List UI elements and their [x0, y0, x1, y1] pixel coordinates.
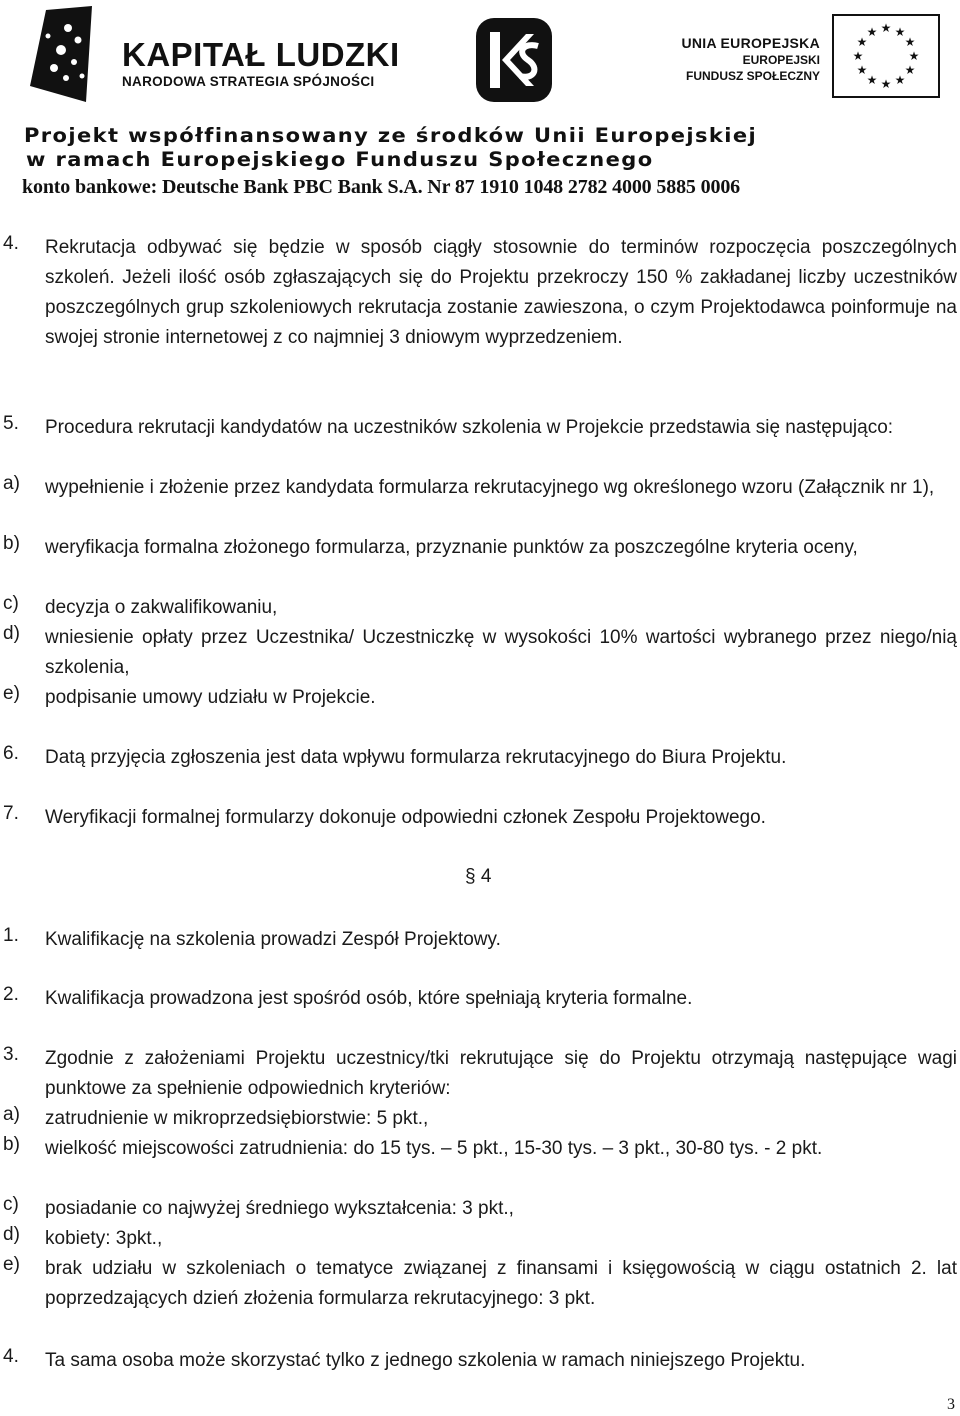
svg-text:★: ★: [856, 63, 868, 77]
item-text: Ta sama osoba może skorzystać tylko z jednego szkolenia w ramach niniejszego Projektu.: [45, 1350, 806, 1371]
item-text: posiadanie co najwyżej średniego wykształcenia: 3 pkt.,: [45, 1198, 514, 1219]
item-number: e): [3, 1254, 20, 1275]
item-text: Datą przyjęcia zgłoszenia jest data wpływu formularza rekrutacyjnego do Biura Projektu.: [45, 747, 787, 768]
item-text: weryfikacja formalna złożonego formularza, przyznanie punktów za poszczególne kryteria oceny,: [45, 537, 858, 558]
bank-account-line: konto bankowe: Deutsche Bank PBC Bank S.A. Nr 87 1910 1048 2782 4000 5885 0006: [22, 176, 741, 198]
item-text: brak udziału w szkoleniach o tematyce związanej z finansami i księgowością w ciągu ostatnich 2. lat poprzedzających dzień złożenia formularza rekrutacyjnego: 3 pkt.: [45, 1258, 957, 1309]
section-heading: § 4: [465, 866, 492, 887]
item-text: podpisanie umowy udziału w Projekcie.: [45, 687, 376, 708]
item-number: a): [3, 1104, 20, 1125]
item-text: wielkość miejscowości zatrudnienia: do 15 tys. – 5 pkt., 15-30 tys. – 3 pkt., 30-80 tys. - 2 pkt.: [45, 1138, 823, 1159]
item-text: wypełnienie i złożenie przez kandydata formularza rekrutacyjnego wg określonego wzoru (Załącznik nr 1),: [45, 477, 935, 498]
item-text: Zgodnie z założeniami Projektu uczestnicy/tki rekrutujące się do Projektu otrzymają następujące wagi punktowe za spełnienie odpowiednich kryteriów:: [45, 1048, 957, 1099]
svg-text:★: ★: [904, 35, 916, 49]
eu-line3: FUNDUSZ SPOŁECZNY: [685, 69, 820, 83]
svg-text:★: ★: [852, 49, 864, 63]
item-number: a): [3, 473, 20, 494]
svg-text:★: ★: [908, 49, 920, 63]
item-text: wniesienie opłaty przez Uczestnika/ Uczestniczkę w wysokości 10% wartości wybranego przez niego/nią szkolenia,: [45, 627, 957, 678]
item-number: b): [3, 1134, 20, 1155]
item-text: Kwalifikacja prowadzona jest spośród osób, które spełniają kryteria formalne.: [45, 988, 693, 1009]
item-number: 3.: [3, 1044, 19, 1065]
project-cofinancing-line1: Projekt współfinansowany ze środków Unii Europejskiej: [24, 124, 758, 147]
kapital-ludzki-title: KAPITAŁ LUDZKI: [122, 36, 400, 73]
item-text: zatrudnienie w mikroprzedsiębiorstwie: 5 pkt.,: [45, 1108, 429, 1129]
eu-title: UNIA EUROPEJSKA: [681, 35, 820, 51]
svg-text:★: ★: [866, 25, 878, 39]
eu-line2: EUROPEJSKI: [742, 53, 820, 67]
item-number: 7.: [3, 803, 19, 824]
item-text: Kwalifikację na szkolenia prowadzi Zespół Projektowy.: [45, 929, 501, 950]
svg-text:★: ★: [856, 35, 868, 49]
item-number: 4.: [3, 1346, 19, 1367]
svg-text:★: ★: [866, 73, 878, 87]
project-cofinancing-line2: w ramach Europejskiego Funduszu Społecznego: [26, 148, 654, 171]
svg-text:★: ★: [904, 63, 916, 77]
svg-text:★: ★: [894, 25, 906, 39]
item-number: 5.: [3, 413, 19, 434]
item-number: e): [3, 683, 20, 704]
kapital-ludzki-subtitle: NARODOWA STRATEGIA SPÓJNOŚCI: [122, 74, 375, 89]
svg-text:★: ★: [894, 73, 906, 87]
item-number: d): [3, 1224, 20, 1245]
item-number: 6.: [3, 743, 19, 764]
svg-text:★: ★: [880, 21, 892, 35]
item-number: 4.: [3, 233, 19, 254]
item-number: 2.: [3, 984, 19, 1005]
svg-text:★: ★: [880, 77, 892, 91]
item-text: Rekrutacja odbywać się będzie w sposób ciągły stosownie do terminów rozpoczęcia poszczególnych szkoleń. Jeżeli ilość osób zgłaszających się do Projektu przekroczy 150 % zakładanej liczby uczestników poszczególnych grup szkoleniowych rekrutacja zostanie zawieszona, o czym Projektodawca poinformuje na swojej stronie internetowej z co najmniej 3 dniowym wyprzedzeniem.: [45, 237, 957, 348]
item-text: decyzja o zakwalifikowaniu,: [45, 597, 278, 618]
item-number: b): [3, 533, 20, 554]
item-text: Weryfikacji formalnej formularzy dokonuje odpowiedni członek Zespołu Projektowego.: [45, 807, 766, 828]
page-number: 3: [947, 1396, 955, 1413]
item-text: kobiety: 3pkt.,: [45, 1228, 163, 1249]
item-number: 1.: [3, 925, 19, 946]
item-number: d): [3, 623, 20, 644]
item-number: c): [3, 1194, 19, 1215]
item-text: Procedura rekrutacji kandydatów na uczestników szkolenia w Projekcie przedstawia się następująco:: [45, 417, 894, 438]
item-number: c): [3, 593, 19, 614]
